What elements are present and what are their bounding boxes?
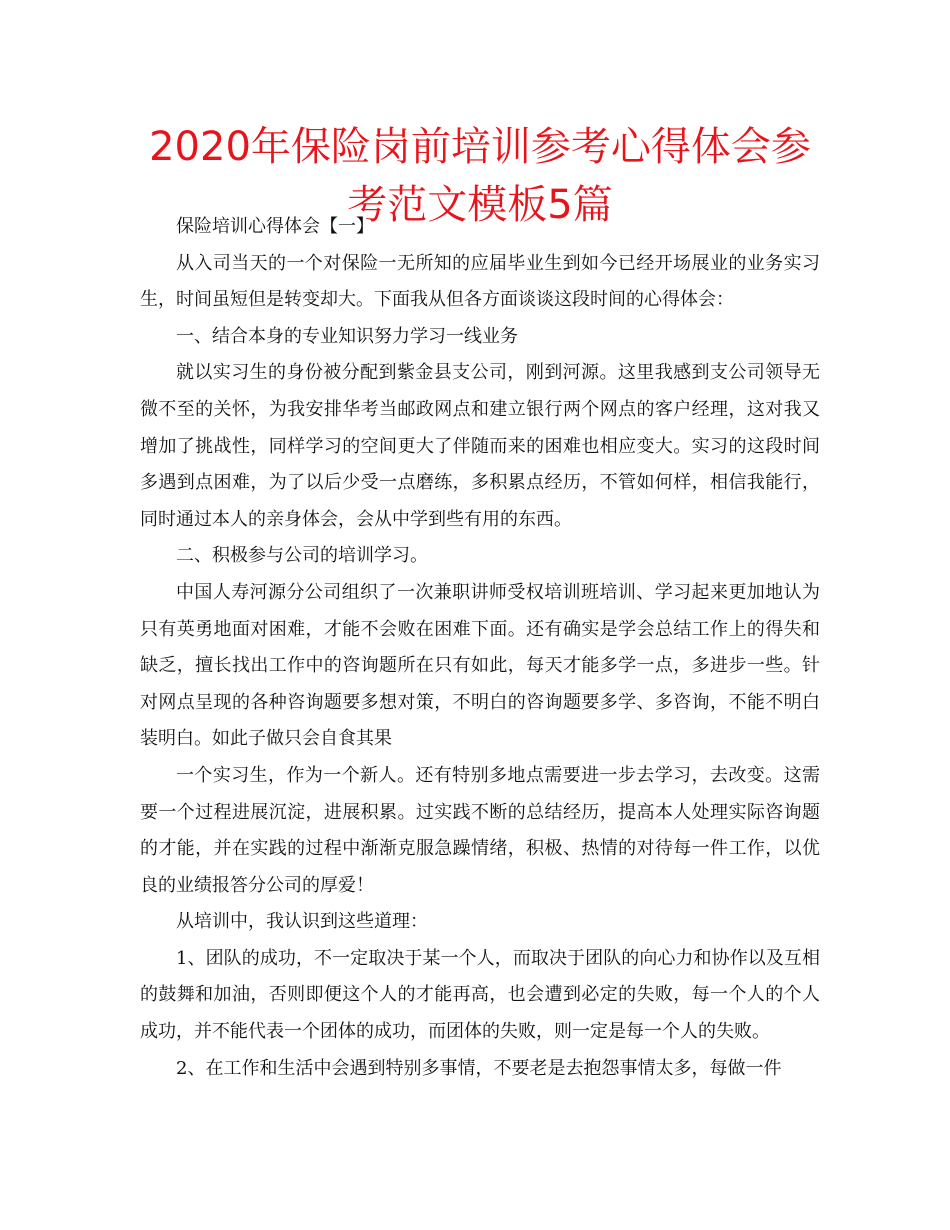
paragraph: 一、结合本身的专业知识努力学习一线业务	[176, 325, 518, 347]
document-title: 2020年保险岗前培训参考心得体会参考范文模板5篇	[149, 124, 811, 228]
paragraph: 二、积极参与公司的培训学习。	[176, 545, 428, 567]
paragraph: 中国人寿河源分公司组织了一次兼职讲师受权培训班培训、学习起来更加地认为只有英勇地面对困难，才能不会败在困难下面。还有确实是学会总结工作上的得失和缺乏，擅长找出工作中的咨询题所在只有如此，每天才能多学一点，多进步一些。针对网点呈现的各种咨询题要多想对策，不明白的咨询题要多学、多咨询，不能不明白装明白。如此子做只会自食其果	[140, 581, 820, 750]
paragraph: 从入司当天的一个对保险一无所知的应届毕业生到如今已经开场展业的业务实习生，时间虽短但是转变却大。下面我从但各方面谈谈这段时间的心得体会：	[140, 252, 820, 311]
paragraph: 一个实习生，作为一个新人。还有特别多地点需要进一步去学习，去改变。这需要一个过程进展沉淀，进展积累。过实践不断的总结经历，提高本人处理实际咨询题的才能，并在实践的过程中渐渐克服急躁情绪，积极、热情的对待每一件工作，以优良的业绩报答分公司的厚爱！	[140, 764, 820, 896]
document-body	[140, 209, 820, 1087]
paragraph: 2、在工作和生活中会遇到特别多事情，不要老是去抱怨事情太多，每做一件	[176, 1057, 782, 1079]
paragraph: 从培训中，我认识到这些道理：	[176, 911, 428, 933]
paragraph: 1、团队的成功，不一定取决于某一个人，而取决于团队的向心力和协作以及互相的鼓舞和加油，否则即便这个人的才能再高，也会遭到必定的失败，每一个人的个人成功，并不能代表一个团体的成功，而团体的失败，则一定是每一个人的失败。	[140, 947, 820, 1043]
paragraph: 保险培训心得体会【一】	[176, 216, 374, 237]
paragraph: 就以实习生的身份被分配到紫金县支公司，刚到河源。这里我感到支公司领导无微不至的关怀，为我安排华考当邮政网点和建立银行两个网点的客户经理，这对我又增加了挑战性，同样学习的空间更大了伴随而来的困难也相应变大。实习的这段时间多遇到点困难，为了以后少受一点磨练，多积累点经历，不管如何样，相信我能行，同时通过本人的亲身体会，会从中学到些有用的东西。	[140, 362, 820, 530]
